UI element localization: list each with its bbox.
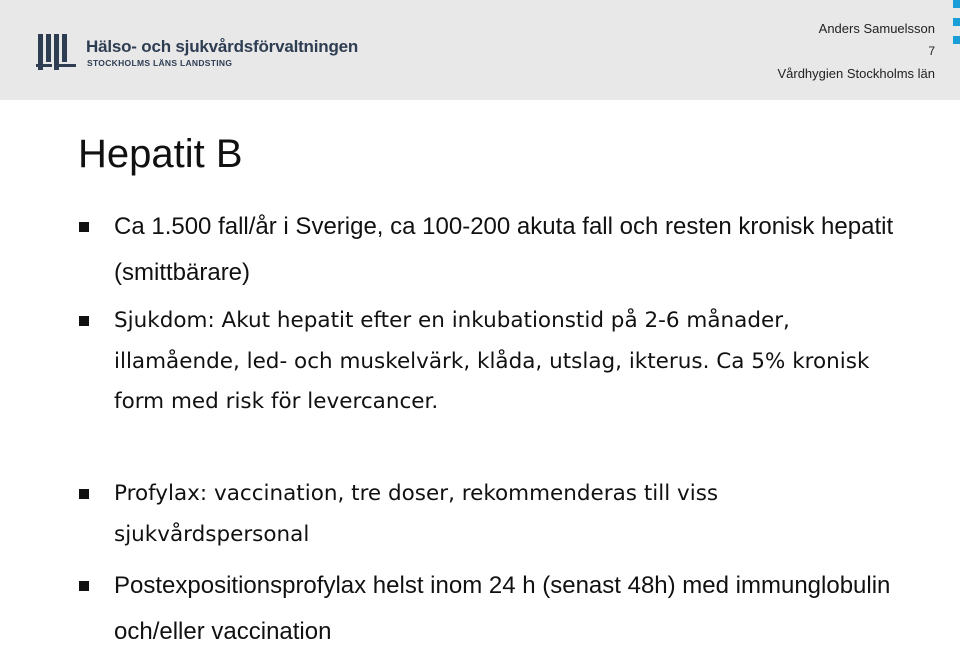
square-bullet-icon (79, 489, 89, 499)
corner-accent (953, 18, 960, 26)
corner-accent (953, 0, 960, 8)
bullet-text: Sjukdom: Akut hepatit efter en inkubationstid på 2-6 månader, illamående, led- och muskelvärk, klåda, utslag, ikterus. Ca 5% kronisk form med risk för levercancer. (114, 308, 870, 414)
logo-title: Hälso- och sjukvårdsförvaltningen (86, 37, 359, 56)
bullet-text: Postexpositionsprofylax helst inom 24 h (senast 48h) med immunglobulin och/eller vaccination (114, 572, 891, 645)
organization-name: Vårdhygien Stockholms län (777, 66, 935, 81)
square-bullet-icon (79, 222, 89, 232)
slide-header (0, 0, 960, 100)
corner-accent (953, 36, 960, 44)
square-bullet-icon (79, 316, 89, 326)
page-number: 7 (928, 44, 935, 58)
organization-logo (36, 34, 416, 72)
square-bullet-icon (79, 581, 89, 591)
logo-subtitle: STOCKHOLMS LÄNS LANDSTING (87, 58, 233, 68)
slide-title: Hepatit B (78, 132, 243, 176)
author-name: Anders Samuelsson (818, 21, 935, 36)
bullet-text: Ca 1.500 fall/år i Sverige, ca 100-200 akuta fall och resten kronisk hepatit (smittbärare) (114, 213, 894, 286)
sll-logo-mark-icon (36, 34, 76, 70)
bullet-text: Profylax: vaccination, tre doser, rekommenderas till viss sjukvårdspersonal (114, 481, 719, 547)
